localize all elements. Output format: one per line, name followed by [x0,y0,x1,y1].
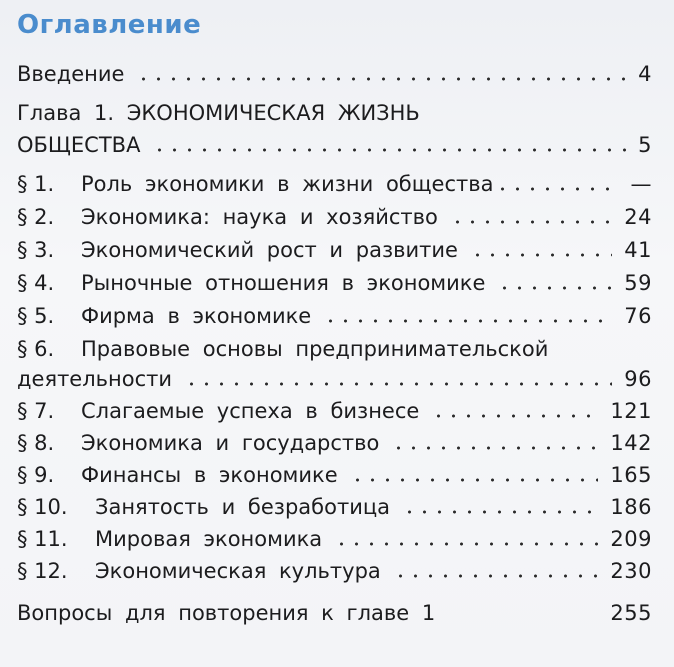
spacer [447,616,598,620]
toc-page-number: 142 [610,431,652,455]
toc-entry-section-12[interactable] [17,554,652,584]
toc-page-number: 4 [638,62,652,86]
dot-leader [334,542,598,546]
dot-leader [393,574,599,578]
toc-entry-section-8[interactable] [17,426,652,456]
toc-title: Оглавление [17,10,202,40]
section-number: § 6. [17,337,55,361]
chapter-heading-cont: ОБЩЕСТВА [17,133,141,157]
dot-leader [391,446,598,450]
toc-entry-label: Введение [17,62,125,86]
section-title: Роль экономики в жизни общества [81,172,494,196]
section-number: § 11. [17,527,68,551]
toc-entry-section-6[interactable] [17,336,548,362]
toc-page-number: 76 [624,304,652,328]
section-title: Рыночные отношения в экономике [81,271,486,295]
toc-entry-section-1[interactable] [17,167,652,197]
section-title: Финансы в экономике [81,463,338,487]
toc-page-number: 41 [624,238,652,262]
toc-page-number: 5 [638,133,652,157]
toc-page-number: 24 [624,205,652,229]
toc-entry-chapter[interactable] [17,128,652,158]
section-number: § 2. [17,205,55,229]
section-number: § 9. [17,463,55,487]
section-title-cont: деятельности [17,367,173,391]
dot-leader [470,253,612,257]
toc-page-number: 121 [610,399,652,423]
toc-page-number: 59 [624,271,652,295]
toc-entry-section-10[interactable] [17,490,652,520]
toc-entry-section-5[interactable] [17,299,652,329]
section-title: Слагаемые успеха в бизнесе [81,399,420,423]
dot-leader [350,478,599,482]
dot-leader [184,382,612,386]
dot-leader [431,414,598,418]
section-title: Фирма в экономике [81,304,312,328]
toc-page-number: 186 [610,495,652,519]
toc-page-number: 230 [610,559,652,583]
dot-leader [497,286,612,290]
toc-entry-section-7[interactable] [17,394,652,424]
toc-entry-section-11[interactable] [17,522,652,552]
toc-page-number: 96 [624,367,652,391]
dot-leader [136,77,626,81]
section-title: Экономическая культура [95,559,381,583]
toc-entry-section-4[interactable] [17,266,652,296]
section-number: § 3. [17,238,55,262]
section-title: Экономика: наука и хозяйство [81,205,438,229]
chapter-heading[interactable]: Глава 1. ЭКОНОМИЧЕСКАЯ ЖИЗНЬ [17,101,420,125]
dot-leader [323,319,612,323]
dot-leader [152,148,626,152]
section-number: § 8. [17,431,55,455]
toc-entry-review[interactable] [17,596,652,626]
toc-page-number: 255 [610,601,652,625]
toc-page-number: — [630,172,652,196]
dot-leader [402,510,598,514]
section-number: § 12. [17,559,68,583]
section-number: § 7. [17,399,55,423]
toc-page-number: 209 [610,527,652,551]
toc-entry-label: Вопросы для повторения к главе 1 [17,601,436,625]
dot-leader [495,187,618,191]
section-title: Правовые основы предпринимательской [81,337,549,361]
section-number: § 5. [17,304,55,328]
section-number: § 10. [17,495,68,519]
section-title: Мировая экономика [95,527,323,551]
toc-page-number: 165 [610,463,652,487]
toc-entry-section-9[interactable] [17,458,652,488]
toc-entry-section-3[interactable] [17,233,652,263]
section-title: Занятость и безработица [95,495,391,519]
dot-leader [450,220,612,224]
section-number: § 4. [17,271,55,295]
section-number: § 1. [17,172,55,196]
toc-entry-section-2[interactable] [17,200,652,230]
toc-entry-section-6-cont[interactable] [17,362,652,392]
toc-entry-intro[interactable] [17,57,652,87]
section-title: Экономика и государство [81,431,380,455]
section-title: Экономический рост и развитие [81,238,458,262]
